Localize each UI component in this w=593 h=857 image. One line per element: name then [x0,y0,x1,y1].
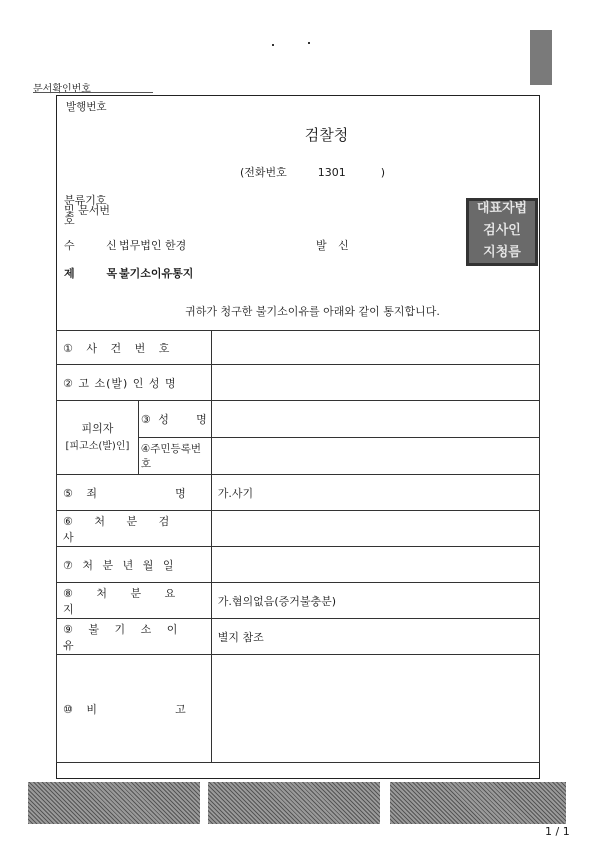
remarks-value [211,655,539,763]
disposition-table [56,330,540,763]
complainant-name-label: ② 고 소(발) 인 성 명 [57,365,212,401]
table-row [57,583,540,619]
classification-label: 분류기호 및 문서번호 [64,194,111,227]
table-row [57,331,540,365]
prosecutor-value [211,511,539,547]
seal-line-2: 검사인 [483,223,521,238]
stamp-strip [208,782,380,824]
suspect-name-label-start: ③ 성 [140,413,171,426]
charge-label-start: ⑤ 죄 [63,486,102,500]
remarks-label-start: ⑩ 비 [63,702,102,716]
disposition-summary-value: 가.혐의없음(증거불충분) [211,583,539,619]
table-row [57,547,540,583]
doc-check-underline [33,92,153,93]
speck [272,44,274,46]
reason-value: 별지 참조 [211,619,539,655]
redacted-mark [530,30,552,85]
suspect-name-label [138,401,211,438]
suspect-group-title: 피의자 [81,421,114,435]
seal-text [466,198,538,264]
table-row [57,619,540,655]
reason-label: ⑨ 불 기 소 이 유 [57,619,212,655]
subject-value: 불기소이유통지 [119,267,194,280]
suspect-group-label [57,401,139,475]
sender-label: 발 신 [316,239,353,252]
recipient-label: 수 신 [64,239,131,252]
subject-label: 제 목 [64,267,132,280]
doc-check-label: 문서확인번호 [33,84,91,95]
case-number-value [211,331,539,365]
seal-line-1: 대표자법 [476,201,528,216]
stamp-strip [28,782,200,824]
remarks-label-end: 고 [175,702,191,716]
notice-text: 귀하가 청구한 불기소이유를 아래와 같이 통지합니다. [185,305,440,318]
remarks-label [57,655,212,763]
suspect-id-value [211,438,539,475]
prosecutor-label: ⑥ 처 분 검 사 [57,511,212,547]
page-number: 1 / 1 [545,825,570,838]
phone-suffix: ) [380,166,386,179]
charge-label-end: 명 [175,486,191,500]
suspect-name-value [211,401,539,438]
issue-number-label: 발행번호 [66,101,107,113]
recipient-value: 법무법인 한경 [119,239,187,252]
speck [308,42,310,44]
disposition-summary-label: ⑧ 처 분 요 지 [57,583,212,619]
phone-number: 1301 [317,166,346,179]
table-row [57,365,540,401]
table-row [57,401,540,438]
table-row [57,655,540,763]
table-row [57,511,540,547]
charge-value: 가.사기 [211,475,539,511]
complainant-name-value [211,365,539,401]
stamp-strip [390,782,566,824]
phone-prefix: (전화번호 [240,166,287,179]
seal-line-3: 지청름 [483,245,521,260]
phone-line [240,164,385,180]
suspect-name-label-end: 명 [196,413,209,426]
suspect-id-label: ④주민등록번호 [138,438,211,475]
org-name: 검찰청 [304,126,349,144]
charge-label [57,475,212,511]
disposition-date-label: ⑦ 처 분 년 월 일 [57,547,212,583]
table-row [57,475,540,511]
disposition-date-value [211,547,539,583]
suspect-group-subtitle: [피고소(발)인] [65,440,130,452]
case-number-label: ① 사 건 번 호 [57,331,212,365]
